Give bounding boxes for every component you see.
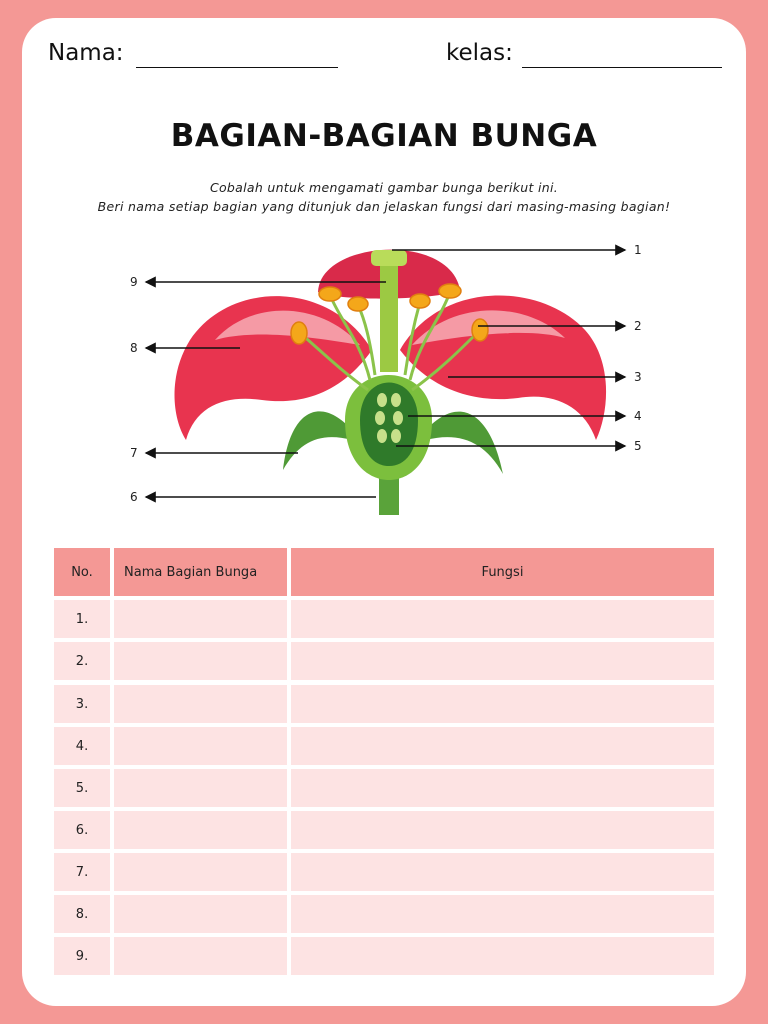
table-row-name-cell[interactable] <box>114 685 287 723</box>
table-row-function-cell[interactable] <box>291 811 714 849</box>
table-row-function-cell[interactable] <box>291 769 714 807</box>
table-row-function-cell[interactable] <box>291 853 714 891</box>
header-function: Fungsi <box>291 548 714 596</box>
table-row-function-cell[interactable] <box>291 642 714 680</box>
diagram-label-7: 7 <box>130 446 138 460</box>
table-row-number: 3. <box>54 685 110 723</box>
table-row-function-cell[interactable] <box>291 727 714 765</box>
table-row-number: 2. <box>54 642 110 680</box>
header-no: No. <box>54 548 110 596</box>
table-row-name-cell[interactable] <box>114 811 287 849</box>
diagram-label-5: 5 <box>634 439 642 453</box>
page-title: BAGIAN-BAGIAN BUNGA <box>170 118 598 154</box>
pistil-style <box>380 262 398 372</box>
table-row-function-cell[interactable] <box>291 895 714 933</box>
table-row-number: 8. <box>54 895 110 933</box>
table-row-number: 7. <box>54 853 110 891</box>
kelas-label: kelas: <box>446 40 513 66</box>
table-row-name-cell[interactable] <box>114 642 287 680</box>
nama-label: Nama: <box>48 40 124 66</box>
table-row-function-cell[interactable] <box>291 685 714 723</box>
left-sepal <box>283 411 352 470</box>
table-row-number: 1. <box>54 600 110 638</box>
table-row-number: 6. <box>54 811 110 849</box>
table-row-name-cell[interactable] <box>114 600 287 638</box>
stigma <box>371 250 407 266</box>
table-row-name-cell[interactable] <box>114 937 287 975</box>
table-row-name-cell[interactable] <box>114 895 287 933</box>
diagram-label-2: 2 <box>634 319 642 333</box>
diagram-label-9: 9 <box>130 275 138 289</box>
table-row-name-cell[interactable] <box>114 853 287 891</box>
flower-illustration <box>175 250 607 515</box>
table-row-number: 9. <box>54 937 110 975</box>
table-row-name-cell[interactable] <box>114 769 287 807</box>
header-name: Nama Bagian Bunga <box>114 548 287 596</box>
diagram-label-4: 4 <box>634 409 642 423</box>
diagram-label-3: 3 <box>634 370 642 384</box>
diagram-label-6: 6 <box>130 490 138 504</box>
right-sepal <box>426 412 503 474</box>
instruction-line-2: Beri nama setiap bagian yang ditunjuk dan jelaskan fungsi dari masing-masing bagian! <box>97 199 671 214</box>
ovary <box>360 383 418 467</box>
instruction-line-1: Cobalah untuk mengamati gambar bunga berikut ini. <box>209 180 559 195</box>
table-row-name-cell[interactable] <box>114 727 287 765</box>
diagram-label-1: 1 <box>634 243 642 257</box>
table-row-function-cell[interactable] <box>291 937 714 975</box>
diagram-label-8: 8 <box>130 341 138 355</box>
table-row-number: 4. <box>54 727 110 765</box>
table-row-number: 5. <box>54 769 110 807</box>
table-row-function-cell[interactable] <box>291 600 714 638</box>
